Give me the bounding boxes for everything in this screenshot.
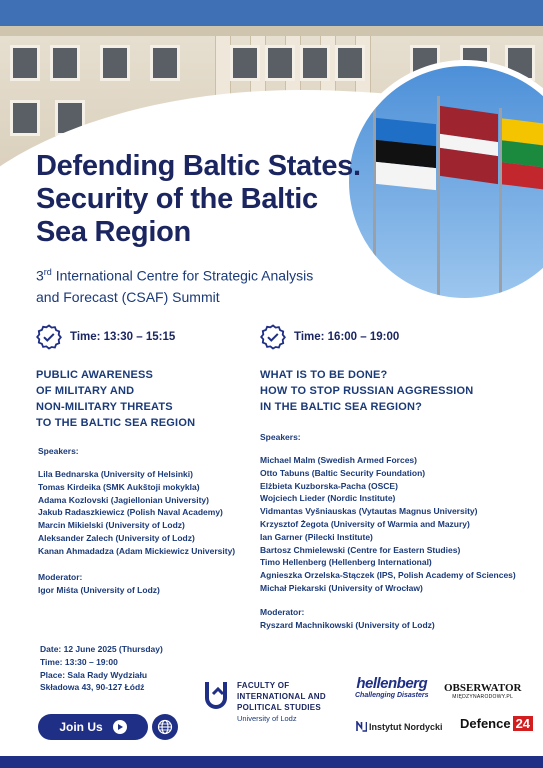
session-1-moderator: Igor Miśta (University of Lodz) <box>38 585 160 595</box>
session-1-title <box>36 367 195 431</box>
session-1-time <box>36 324 175 350</box>
event-time: Time: 13:30 – 19:00 <box>40 656 118 667</box>
speaker: Elżbieta Kuzborska-Pacha (OSCE) <box>260 480 398 491</box>
faculty-line-3: POLITICAL STUDIES <box>237 703 322 712</box>
speaker: Jakub Radaszkiewicz (Polish Naval Academy) <box>38 507 223 518</box>
event-date: Date: 12 June 2025 (Thursday) <box>40 644 163 654</box>
session-2-moderator: Ryszard Machnikowski (University of Lodz) <box>260 620 435 630</box>
speaker: Krzysztof Żegota (University of Warmia and Mazury) <box>260 518 470 529</box>
speaker: Ian Garner (Pilecki Institute) <box>260 531 373 542</box>
session-2-title-line: IN THE BALTIC SEA REGION? <box>260 401 423 413</box>
session-2-title-line: HOW TO STOP RUSSIAN AGGRESSION <box>260 385 474 397</box>
faculty-logo <box>203 680 326 724</box>
speaker: Marcin Mikielski (University of Lodz) <box>38 520 185 531</box>
speaker: Michał Piekarski (University of Wrocław) <box>260 582 423 593</box>
session-2-speakers <box>260 454 516 595</box>
subtitle-line1: International Centre for Strategic Analysis <box>51 267 314 284</box>
session-1-title-line: TO THE BALTIC SEA REGION <box>36 417 196 429</box>
session-2-speakers-label: Speakers: <box>260 432 301 442</box>
session-2-time-text: Time: 16:00 – 19:00 <box>294 331 400 343</box>
play-arrow-icon <box>113 720 127 734</box>
verified-badge-icon <box>260 324 286 350</box>
faculty-university: University of Lodz <box>237 714 297 723</box>
session-1-speakers <box>38 468 235 558</box>
speaker: Wojciech Lieder (Nordic Institute) <box>260 493 396 504</box>
speaker: Agnieszka Orzelska-Stączek (IPS, Polish Academy of Sciences) <box>260 570 516 581</box>
event-details <box>40 643 163 694</box>
instytut-nordycki-text: Instytut Nordycki <box>369 721 443 732</box>
subtitle-ordinal-suffix: rd <box>43 267 52 277</box>
speaker: Otto Tabuns (Baltic Security Foundation) <box>260 467 426 478</box>
subtitle-line2: and Forecast (CSAF) Summit <box>36 288 220 305</box>
globe-button[interactable] <box>152 714 178 740</box>
defence-text: Defence <box>460 716 511 731</box>
obserwator-logo-text: OBSERWATOR <box>444 682 522 694</box>
hellenberg-tagline: Challenging Disasters <box>355 692 429 699</box>
session-2-title <box>260 367 473 415</box>
session-1-time-text: Time: 13:30 – 15:15 <box>70 331 176 343</box>
speaker: Michael Malm (Swedish Armed Forces) <box>260 455 417 465</box>
obserwator-logo <box>444 682 521 700</box>
speaker: Timo Hellenberg (Hellenberg International) <box>260 557 432 568</box>
faculty-line-1: FACULTY OF <box>237 681 290 690</box>
instytut-nordycki-logo <box>356 721 443 732</box>
join-us-label: Join Us <box>59 720 103 734</box>
faculty-line-2: INTERNATIONAL AND <box>237 692 326 701</box>
speaker: Kanan Ahmadadza (Adam Mickiewicz University) <box>38 545 236 556</box>
session-1-title-line: OF MILITARY AND <box>36 385 135 397</box>
nordycki-mark-icon <box>356 721 367 732</box>
session-2-title-line: WHAT IS TO BE DONE? <box>260 369 388 381</box>
defence24-logo <box>460 716 533 731</box>
obserwator-tagline: MIĘDZYNARODOWY.PL <box>452 694 514 700</box>
globe-icon <box>157 719 173 735</box>
subtitle-ordinal: 3 <box>36 267 44 284</box>
session-1-title-line: PUBLIC AWARENESS <box>36 369 154 381</box>
subtitle <box>36 262 366 308</box>
session-2-moderator-label: Moderator: <box>260 607 305 617</box>
speaker: Tomas Kirdeika (SMK Aukštoji mokykla) <box>38 481 200 492</box>
faculty-logo-icon <box>203 680 229 710</box>
hellenberg-logo-text: hellenberg <box>356 675 428 692</box>
hellenberg-logo <box>355 676 429 700</box>
speaker: Bartosz Chmielewski (Centre for Eastern Studies) <box>260 544 461 555</box>
speaker: Adama Kozlovski (Jagiellonian University) <box>38 494 209 505</box>
session-1-moderator-label: Moderator: <box>38 572 83 582</box>
session-1-title-line: NON-MILITARY THREATS <box>36 401 173 413</box>
speaker: Lila Bednarska (University of Helsinki) <box>38 469 193 479</box>
event-address: Składowa 43, 90-127 Łódź <box>40 682 145 693</box>
footer-bar <box>0 756 543 768</box>
speaker: Vidmantas Vyšniauskas (Vytautas Magnus University) <box>260 506 478 517</box>
event-place: Place: Sala Rady Wydziału <box>40 669 148 680</box>
session-1-speakers-label: Speakers: <box>38 446 79 456</box>
defence-number: 24 <box>513 716 533 731</box>
session-2-time <box>260 324 399 350</box>
join-us-button[interactable] <box>38 714 148 740</box>
speaker: Aleksander Zalech (University of Lodz) <box>38 532 195 543</box>
page-title: Defending Baltic States. Security of the Baltic Sea Region <box>36 150 361 248</box>
verified-badge-icon <box>36 324 62 350</box>
